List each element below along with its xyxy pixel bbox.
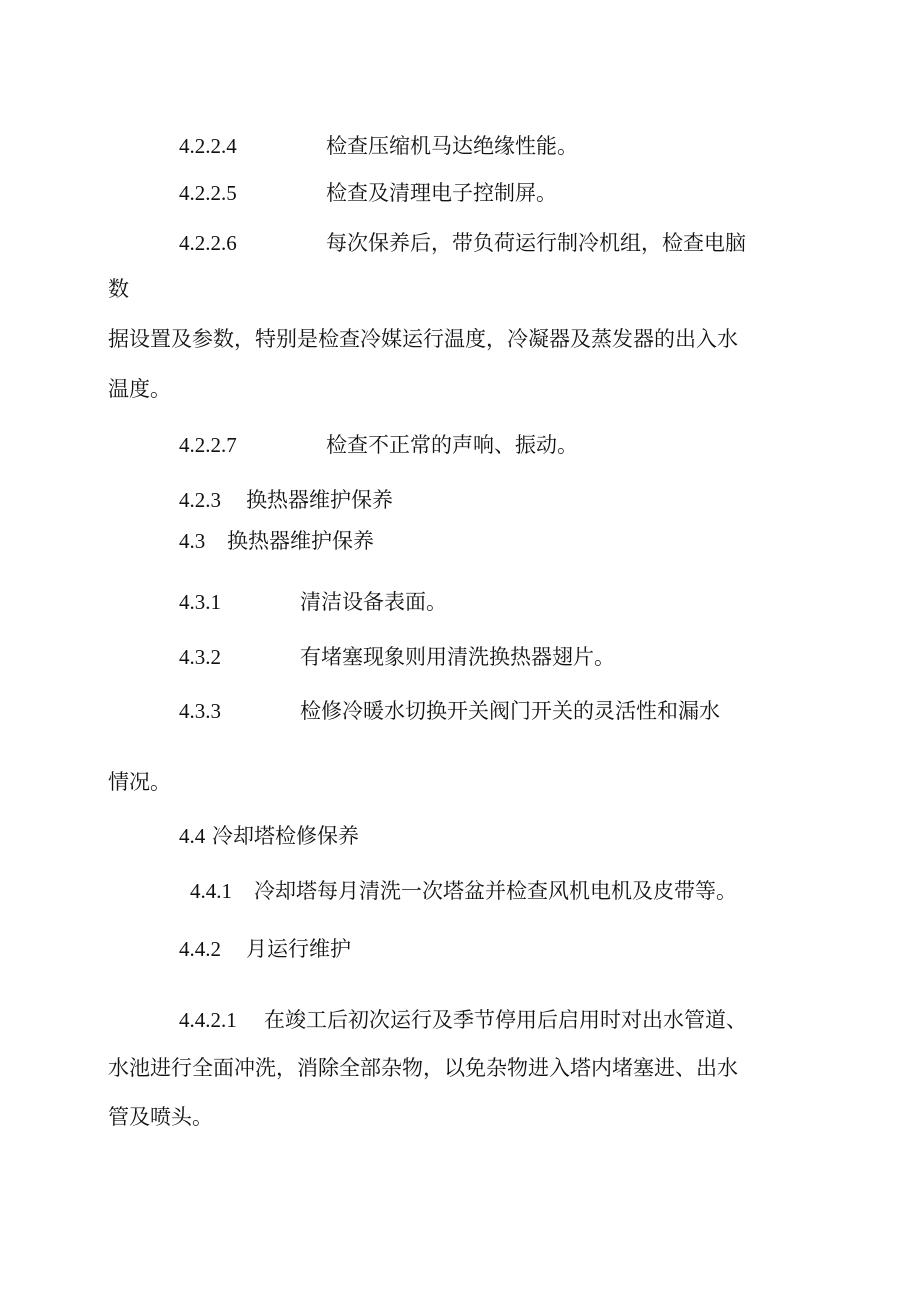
item-text: 在竣工后初次运行及季节停用后启用时对出水管道、 (264, 1008, 747, 1032)
item-number: 4.2.2.4 (179, 134, 237, 158)
item-text: 有堵塞现象则用清洗换热器翅片。 (300, 645, 615, 669)
item-text: 换热器维护保养 (246, 488, 393, 512)
item-number: 4.4.2.1 (179, 1008, 237, 1032)
item-number: 4.3 (179, 529, 206, 553)
item-continuation: 情况。 (108, 770, 171, 794)
item-text: 检查及清理电子控制屏。 (326, 181, 557, 205)
item-number: 4.4.1 (190, 879, 232, 903)
item-number: 4.4.2 (179, 937, 221, 961)
item-continuation: 温度。 (108, 377, 171, 401)
item-text: 检查不正常的声响、振动。 (326, 433, 578, 457)
item-continuation: 据设置及参数，特别是检查冷媒运行温度，冷凝器及蒸发器的出入水 (108, 327, 738, 351)
item-text: 冷却塔每月清洗一次塔盆并检查风机电机及皮带等。 (254, 879, 737, 903)
item-continuation: 水池进行全面冲洗，消除全部杂物，以免杂物进入塔内堵塞进、出水 (108, 1056, 738, 1080)
item-number: 4.3.3 (179, 699, 221, 723)
item-continuation: 数 (108, 277, 129, 301)
item-text: 检修冷暖水切换开关阀门开关的灵活性和漏水 (300, 699, 720, 723)
item-number: 4.2.2.7 (179, 433, 237, 457)
item-number: 4.4 (179, 824, 206, 848)
item-number: 4.2.2.5 (179, 181, 237, 205)
item-text: 月运行维护 (246, 937, 351, 961)
item-text: 冷却塔检修保养 (212, 824, 359, 848)
item-number: 4.3.2 (179, 645, 221, 669)
item-text: 每次保养后，带负荷运行制冷机组，检查电脑 (326, 231, 746, 255)
item-continuation: 管及喷头。 (108, 1105, 213, 1129)
item-number: 4.2.3 (179, 488, 221, 512)
item-text: 检查压缩机马达绝缘性能。 (326, 134, 578, 158)
item-number: 4.3.1 (179, 590, 221, 614)
item-text: 换热器维护保养 (227, 529, 374, 553)
item-text: 清洁设备表面。 (300, 590, 447, 614)
item-number: 4.2.2.6 (179, 231, 237, 255)
